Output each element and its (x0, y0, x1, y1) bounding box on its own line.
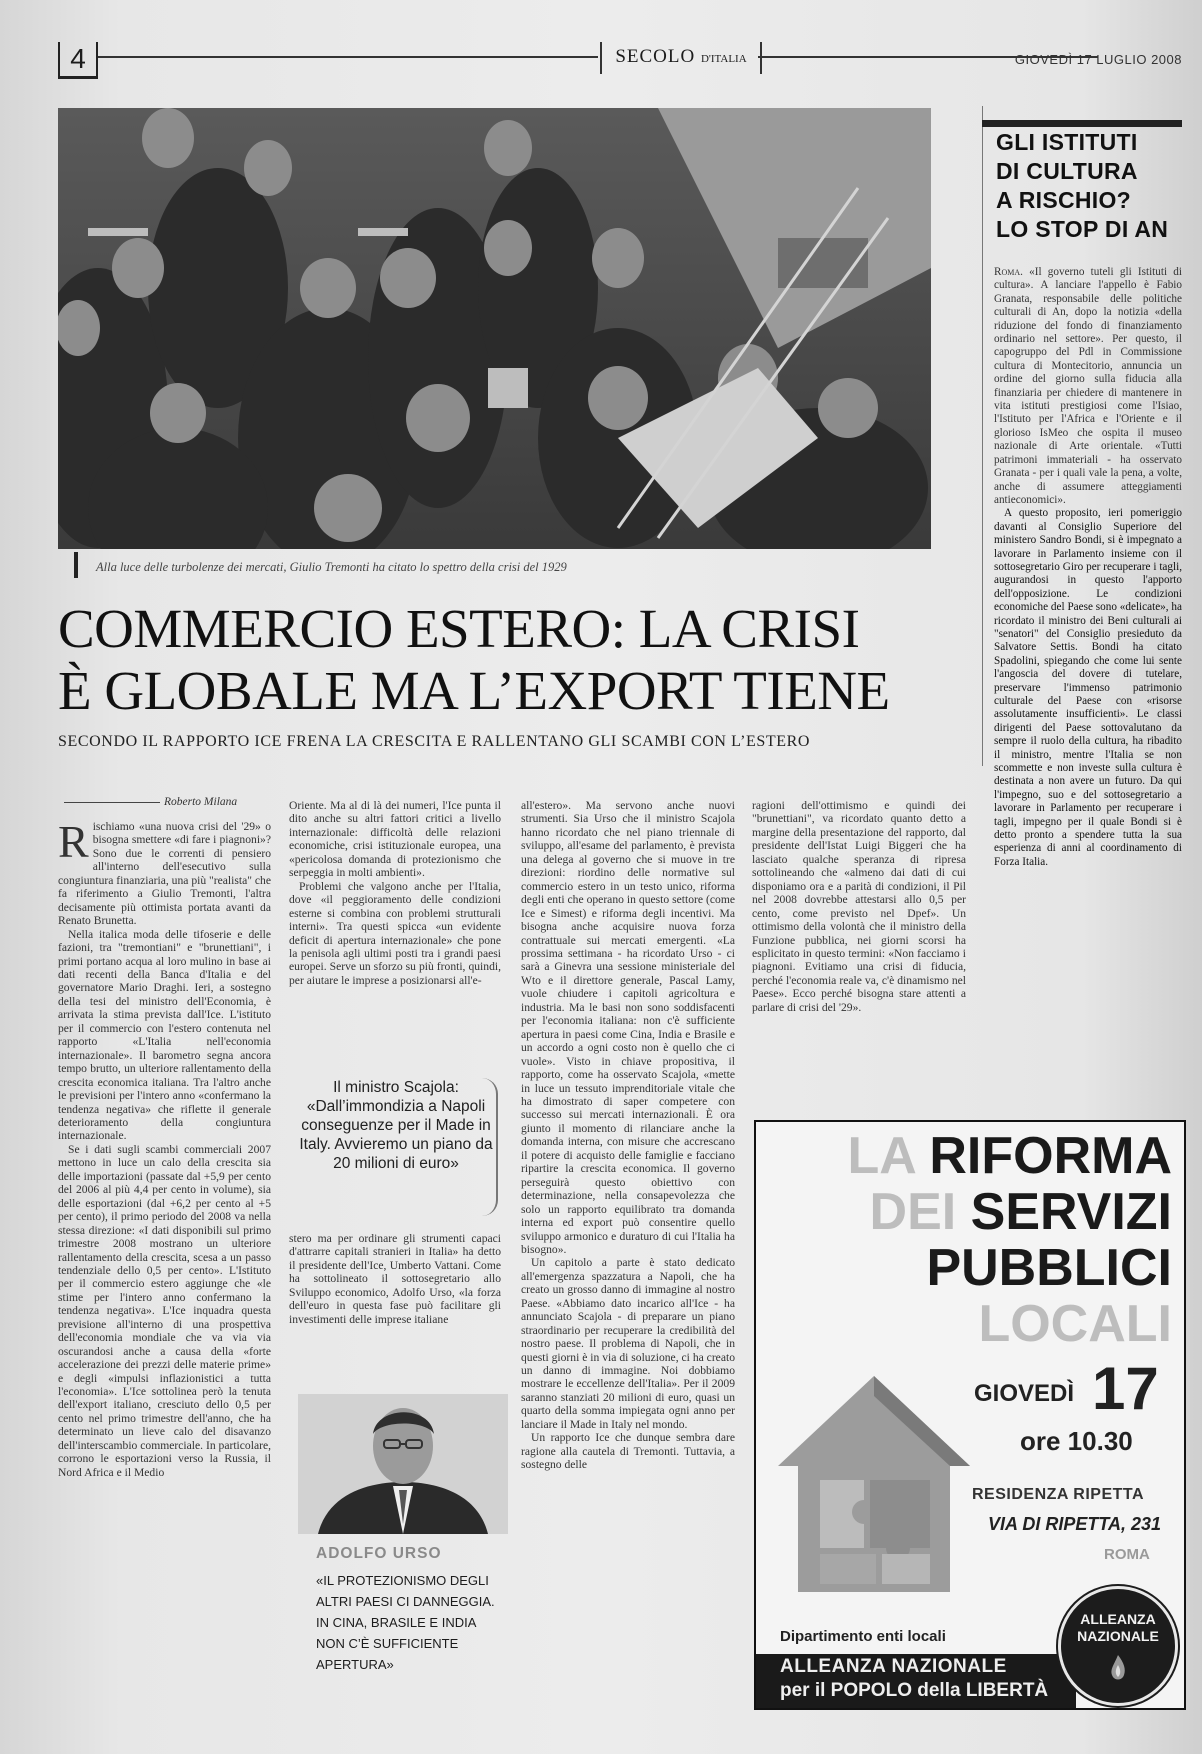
paragraph: ragioni dell'ottimismo e quindi dei "brunettiani", va ricordato quanto detto a margine della presentazione del rapporto, dal presidente dell'Istat Luigi Biggeri che ha lasciato qualche speranza di ripresa sottolineando che «almeno dai dati di cui disponiamo ora e a parità di condizioni, il Pil nel 2008 dovrebbe attestarsi allo 0,5 per cento, come previsto nel Dpef». Un ottimismo della volontà che il ministro della Funzione pubblica, nei giorni scorsi ha esplicitato in questo termini: «Non facciamo i piagnoni. Evitiamo una crisi di fiducia, perché l'economia reale va, c'è dinamismo nel Paese». Ecco perché bisogna stare attenti a parlare di crisi del '29». (752, 799, 966, 1014)
issue-date: GIOVEDÌ 17 LUGLIO 2008 (1014, 52, 1182, 67)
sidebar-headline-line: LO STOP DI AN (996, 216, 1169, 242)
pull-quote-brace (474, 1078, 498, 1216)
adolfo-urso-portrait (298, 1394, 508, 1534)
sidebar-divider (982, 106, 983, 766)
article-column-1 (58, 816, 271, 1479)
paragraph: Se i dati sugli scambi commerciali 2007 mettono in luce un calo della crescita sia delle importazioni (passate dal +5,9 per cento del 2006 al più 4,4 per cento in volume), sia delle esportazioni (dal +6,2 per cento al +5 per cento), il primo periodo del 2008 va nella stessa direzione: «I dati disponibili sul primo trimestre 2008 mostrano un ulteriore rallentamento della crescita, scesa a un passo tendenziale dello 0,5 per cento». L'Istituto per il commercio estero aggiunge che «le stime per l'intero anno confermano la tendenza negativa». L'Ice inquadra questa previsione all'interno di una prospettiva dell'economia mondiale che va via via oscurandosi anche a causa della «forte accelerazione dei prezzi delle materie prime» e degli «impulsi inflazionistici a tutta l'economia». L'Ice sottolinea però la tenuta dell'export italiano, cresciuto dello 0,5 per cento nel primo trimestre dell'anno, che ha determinato un lieve calo del disavanzo dell'interscambio commerciale. In particolare, corrono le esportazioni verso la Russia, il Nord Africa e il Medio (58, 1142, 271, 1479)
headline-line-1: COMMERCIO ESTERO: LA CRISI (58, 598, 860, 659)
caption-marker (74, 552, 78, 578)
newspaper-name-suffix: D'ITALIA (700, 53, 747, 65)
paragraph: Problemi che valgono anche per l'Italia, dove «il peggioramento delle condizioni esterne si combina con problemi strutturali interni». Tra questi spicca «un evidente deficit di apertura internazionale» che pone la penisola agli ultimi posti tra i grandi paesi europei. Serve un sforzo su più fronti, quindi, per aiutare le imprese a posizionarsi all'e- (289, 879, 501, 987)
adolfo-urso-name: ADOLFO URSO (316, 1545, 442, 1562)
sidebar-paragraph (994, 266, 1182, 507)
masthead (58, 42, 1182, 76)
event-address: VIA DI RIPETTA, 231 (988, 1514, 1162, 1534)
puzzle-house-icon (774, 1370, 974, 1600)
organizer-department: Dipartimento enti locali (780, 1628, 946, 1645)
alleanza-nazionale-logo (1058, 1586, 1178, 1706)
event-advertisement (754, 1120, 1186, 1710)
article-column-4 (752, 799, 966, 1014)
paragraph: stero ma per ordinare gli strumenti capaci d'attrarre capitali stranieri in Italia» ha detto il presidente dell'Ice, Umberto Vattani. Come ha sottolineato il sottosegretario allo Sviluppo economico, Adolfo Urso, «la forza dell'euro in questa fase può facilitare gli investimenti delle imprese italiane (289, 1232, 501, 1326)
flame-icon (1106, 1655, 1130, 1685)
paragraph: Oriente. Ma al di là dei numeri, l'Ice punta il dito anche su altri fattori critici a livello internazionale: difficoltà delle relazioni economiche, crisi istituzionale europea, una «pericolosa domanda di protezionismo che serpeggia in molti ambienti». (289, 799, 501, 880)
ad-title-word: DEI (869, 1183, 957, 1241)
byline-rule (64, 802, 160, 803)
adolfo-urso-quote: «IL PROTEZIONISMO DEGLI ALTRI PAESI CI DANNEGGIA. IN CINA, BRASILE E INDIA NON C’È SUFFICIENTE APERTURA» (316, 1573, 495, 1672)
paragraph: Un rapporto Ice che dunque sembra dare ragione alla cautela di Tremonti. Tuttavia, a sostegno delle (521, 1431, 735, 1472)
ad-title-line-3: PUBBLICI (926, 1239, 1172, 1297)
sidebar-paragraph: A questo proposito, ieri pomeriggio davanti al Consiglio Superiore del ministero Sandro Bondi, si è impegnato a lavorare in Parlamento insieme con il sottosegretario Giro per recuperare i tagli, augurandosi in questo l'apporto dell'opposizione. Le condizioni economiche del Paese sono «delicate», ha ricordato il ministro dei Beni culturali ai "senatori" del Consiglio presieduto da Salvatore Settis. Bondi ha citato Spadolini, spiegando che come lui sente l'angoscia del dovere di tutelare, preservare l'immenso patrimonio culturale del Paese con «risorse assolutamente insufficienti». Le classi dirigenti del Paese sottovalutano da sempre il ruolo della cultura, ha ribadito il ministro, mentre l'Italia se non scommette e non investe sulla cultura è destinata a non avere un futuro. Da qui l'impegno, suo e del sottosegretario a lavorare in Parlamento per recuperare i tagli, impegno per il quale Bondi si è detto pronto a spendere tutta la sua esperienza di anni al coordinamento di Forza Italia. (994, 507, 1182, 868)
paragraph: all'estero». Ma servono anche nuovi strumenti. Sia Urso che il ministro Scajola hanno ricordato che nel piano triennale di sviluppo, all'esame del parlamento, è prevista una delega al governo che si muove in tre direzioni: riordino delle normative sul commercio estero in un testo unico, riforma degli enti che operano in questo settore (come Ice e Simest) e riforma degli incentivi. Ma bisogna anche acquisire nuova forza contrattuale sui mercati emergenti. «La prossima settimana - ha ricordato Urso - ci sarà a Ginevra una sessione ministeriale del Wto e il direttore generale, Pascal Lamy, vuole chiudere i capitoli agricoltura e industria. Ma le basi non sono soddisfacenti per l'economia italiana: non c'è sufficiente apertura in paesi come Cina, India e Brasile e un accordo a ogni costo non è quello che ci vuole». Visto in chiave propositiva, il rapporto, come ha osservato Scajola, «mette in luce un tessuto imprenditoriale vitale che ha dimostrato di saper competere con successo sui mercati internazionali. È ora giunto il momento di rilanciare anche la domanda interna, con misure che accrescano il potere di acquisto delle famiglie e facciano ripartire la crescita economica. Il governo perseguirà questo obiettivo con determinazione, nella consapevolezza che solo un rapporto equilibrato tra domanda interna ed export può consentire quello sviluppo armonico e duraturo di cui l'Italia ha bisogno». (521, 799, 735, 1256)
article-column-3 (521, 799, 735, 1472)
drop-cap: R (58, 816, 89, 867)
paragraph: Nella italica moda delle tifoserie e delle fazioni, tra "tremontiani" e "brunettiani", i primi portano acqua al loro mulino in base ai dati recenti della Banca d'Italia e del governatore Mario Draghi. Ieri, a sostegno della tesi del ministro dell'Economia, è arrivata la stima prevista dall'Ice. L'istituto per il commercio con l'estero contenuta nel rapporto «L'Italia nell'economia internazionale». Il barometro segna ancora tempo brutto, un ulteriore rallentamento della crescita economica italiana. Tra l'altro anche le previsioni per l'intero anno «confermano la tendenza negativa» che riflette il generale deterioramento della congiuntura internazionale. (58, 927, 271, 1143)
byline (64, 796, 270, 808)
sidebar-article (994, 266, 1182, 869)
byline-author: Roberto Milana (164, 796, 238, 808)
article-column-2 (289, 799, 501, 987)
ad-title-word: SERVIZI (970, 1183, 1172, 1241)
article-headline (58, 598, 938, 722)
photo-caption: Alla luce delle turbolenze dei mercati, Giulio Tremonti ha citato lo spettro della crisi del 1929 (96, 560, 567, 574)
event-time: ore 10.30 (1020, 1426, 1133, 1456)
headline-line-2: È GLOBALE MA L’EXPORT TIENE (58, 660, 890, 721)
newspaper-name-main: SECOLO (615, 46, 696, 67)
trading-floor-photo (58, 108, 931, 549)
sidebar-headline-line: GLI ISTITUTI (996, 129, 1138, 155)
event-day: GIOVEDÌ (974, 1380, 1075, 1407)
event-venue: RESIDENZA RIPETTA (972, 1486, 1145, 1503)
article-subheadline: SECONDO IL RAPPORTO ICE FRENA LA CRESCITA E RALLENTANO GLI SCAMBI CON L’ESTERO (58, 733, 811, 750)
event-city: ROMA (1104, 1546, 1150, 1563)
event-day-number: 17 (1092, 1355, 1159, 1422)
sidebar-top-bar (982, 120, 1182, 127)
ad-title-line-4: LOCALI (978, 1295, 1172, 1353)
paragraph: Un capitolo a parte è stato dedicato all'emergenza spazzatura a Napoli, che ha creato un grosso danno di immagine al nostro Paese. «Abbiamo dato incarico all'Ice - ha annunciato Scajola - di preparare un piano straordinario per recuperare la credibilità del nostro paese. Il problema di Napoli, che in questi giorni è in via di soluzione, ci ha creato un danno di immagine. Noi dobbiamo mostrare le eccellenze dell'Italia». Per il 2009 saranno stanziati 20 milioni di euro, quasi un quarto della somma impiegata ogni anno per lanciare il Made in Italy nel mondo. (521, 1256, 735, 1431)
ad-title-word: LA (847, 1127, 915, 1185)
masthead-rule-left (98, 56, 598, 58)
newspaper-name (600, 42, 762, 74)
sidebar-headline-line: DI CULTURA (996, 158, 1138, 184)
ad-title-line-2 (870, 1182, 1172, 1242)
paragraph: ischiamo «una nuova crisi del '29» o bisogna smettere «di fare i piagnoni»? Sono due le correnti di pensiero all'interno dell'esecutivo sulla congiuntura finanziaria, una più "realista" che fa riferimento a Giulio Tremonti, l'altra decisamente più ottimista portata avanti da Renato Brunetta. (58, 820, 271, 928)
article-column-2-continued (289, 1232, 501, 1326)
ad-footer-line-1: ALLEANZA NAZIONALE (780, 1656, 1007, 1677)
logo-text: ALLEANZA NAZIONALE (1077, 1611, 1159, 1644)
ad-footer-line-2: per il POPOLO della LIBERTÀ (780, 1680, 1049, 1701)
sidebar-headline (996, 128, 1182, 244)
sidebar-paragraph-text: «Il governo tuteli gli Istituti di cultura». A lanciare l'appello è Fabio Granata, responsabile delle politiche culturali di An, dopo la notizia «della riduzione del fondo di finanziamento ordinario nel settore». Per questo, il capogruppo del Pdl in Commissione cultura di Montecitorio, annuncia un ordine del giorno sulla fiducia alla finanziaria per chiedere di mantenere in vita istituti prestigiosi come l'Isiao, l'Istituto per l'Africa e l'Oriente e il glorioso IsMeo che ospita il museo nazionale di Arte orientale. «Tutti patrimoni immateriali - ha osservato Granata - per i quali vale la pena, a volte, anche di assumere atteggiamenti antieconomici». (994, 266, 1183, 506)
dateline: Roma. (994, 266, 1023, 278)
ad-title-line-1 (848, 1126, 1172, 1186)
page-number: 4 (58, 42, 98, 79)
ad-title-word: RIFORMA (929, 1127, 1172, 1185)
sidebar-headline-line: A RISCHIO? (996, 187, 1132, 213)
pull-quote: Il ministro Scajola: «Dall’immondizia a Napoli conseguenze per il Made in Italy. Avvieremo un piano da 20 milioni di euro» (299, 1079, 493, 1172)
